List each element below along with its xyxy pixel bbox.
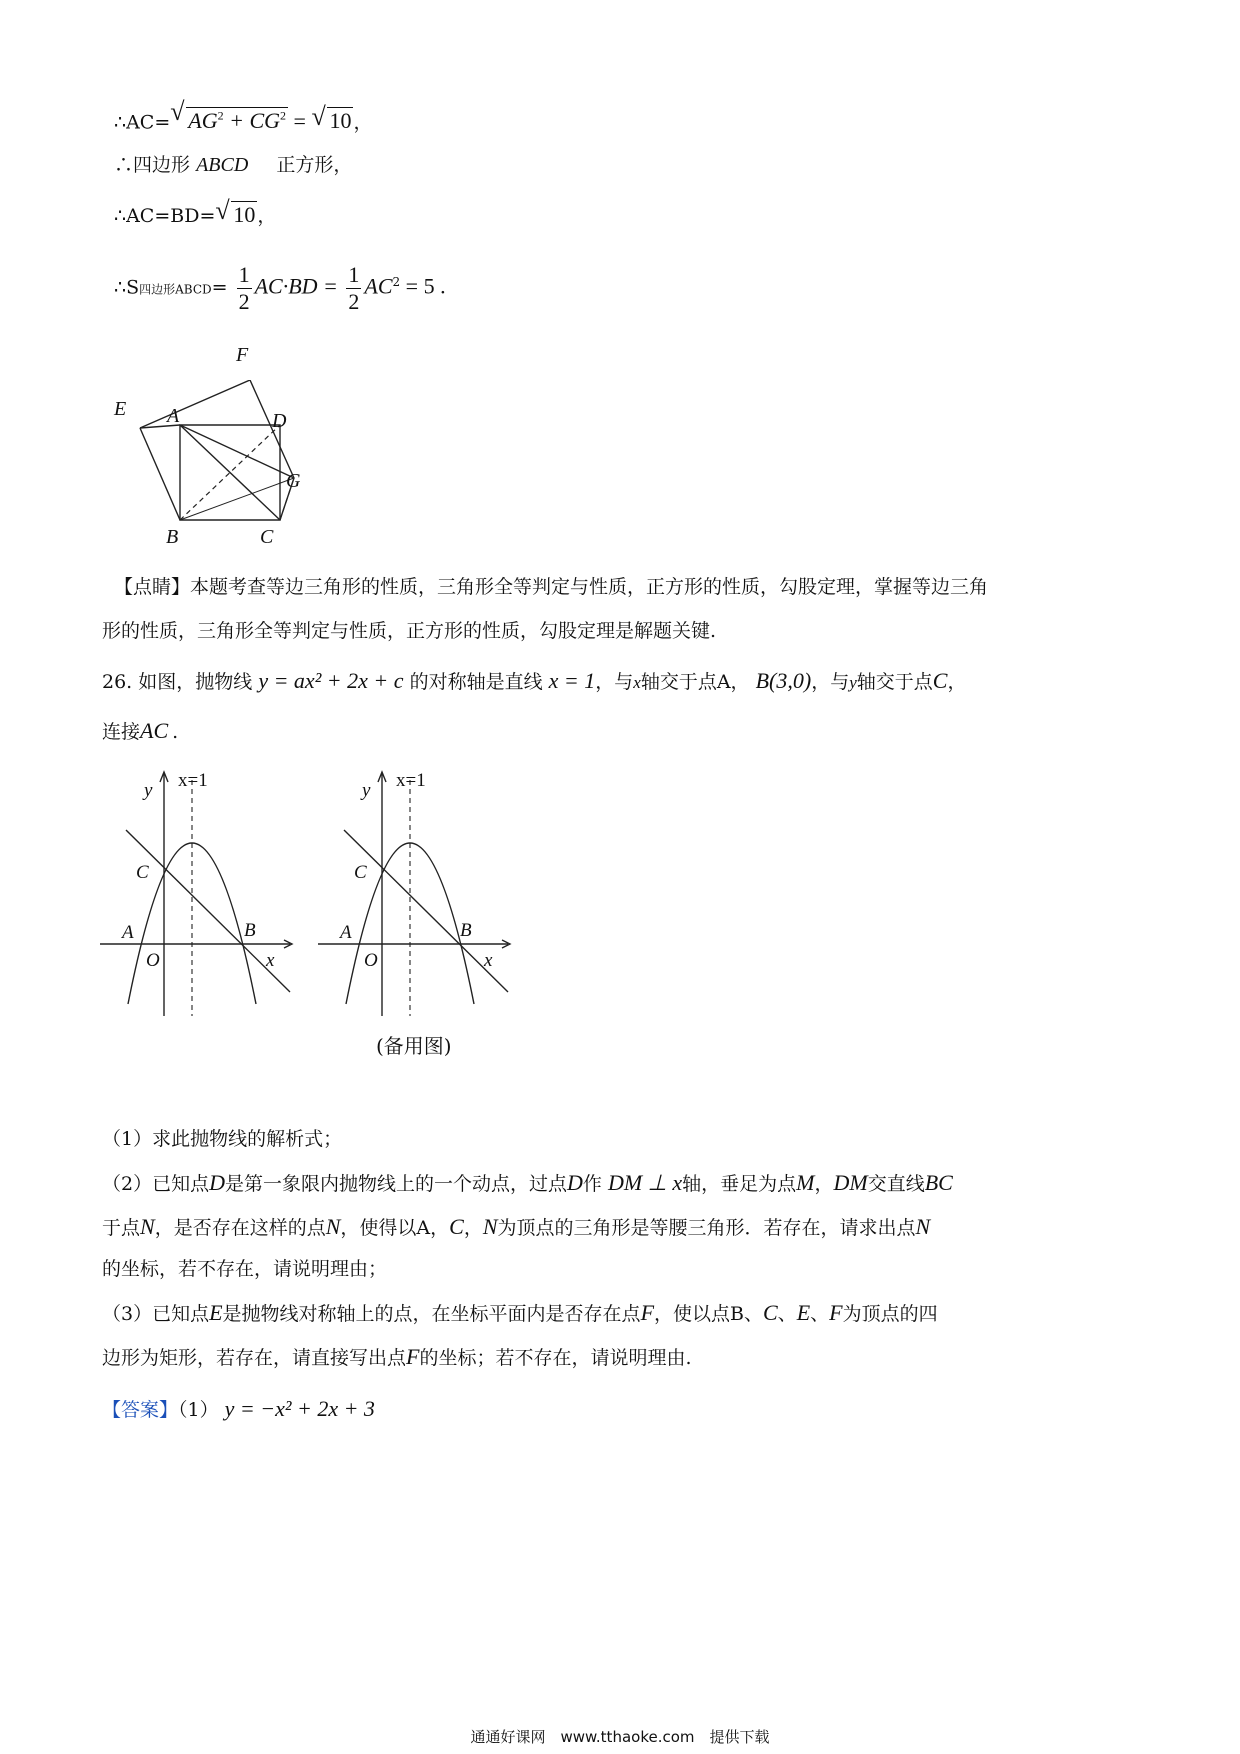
question-number: 26. 如图，抛物线 (102, 671, 253, 693)
label-a: A (340, 922, 352, 943)
point-f: F (640, 1300, 655, 1325)
label-a: A (167, 405, 180, 427)
fraction-half (237, 262, 252, 315)
numerator: 1 (348, 262, 360, 287)
plus: + (223, 108, 250, 134)
solution-line-area: ∴S四边形ABCD= $\frac{1}{2}$ AC·BD = $\frac{1}{2}$ $AC^2 = 5$ . (114, 262, 446, 314)
axis-label-x1: x=1 (178, 770, 208, 791)
note-tag: 【点睛】 (114, 576, 191, 598)
label-b: B (244, 920, 256, 941)
part-3-line-1 (102, 1298, 938, 1329)
segment-bg (180, 478, 294, 520)
point-n: N (325, 1214, 341, 1239)
figure-caption: (备用图) (376, 1034, 452, 1058)
text-segment: 、 (777, 1303, 797, 1325)
page-footer: 通通好课网 www.tthaoke.com 提供下载 (470, 1728, 770, 1746)
point-d: D (209, 1170, 225, 1195)
parabola-graph-2 (316, 768, 516, 1018)
point-d: D (567, 1170, 583, 1195)
point-e: E (796, 1300, 811, 1325)
ten: 10 (329, 108, 352, 134)
part-2-line-1 (102, 1168, 953, 1199)
label-y: y (144, 780, 153, 801)
text-segment: ，与 (811, 671, 850, 693)
text-segment: 轴，垂足为点 (682, 1173, 797, 1195)
text-segment: . (172, 721, 179, 743)
part-text: （1）求此抛物线的解析式； (102, 1128, 343, 1150)
symmetry-axis: x = 1 (548, 668, 596, 693)
part-2-line-3 (102, 1254, 387, 1284)
text-segment: 轴交于点 (856, 671, 933, 693)
answer-number: （1） (178, 1399, 219, 1421)
text-segment: 交直线 (867, 1173, 925, 1195)
answer-line (102, 1394, 375, 1425)
text-segment: ，使得以A， (340, 1217, 450, 1239)
text-segment: ，使以点B、 (654, 1303, 763, 1325)
text-segment: （2）已知点 (102, 1173, 210, 1195)
sqrt-ag-cg: √ $AG^2 + CG^2$ (170, 101, 288, 136)
text-segment: 作 (582, 1173, 602, 1195)
solution-line-ac (114, 101, 372, 137)
question-26-line-2 (102, 716, 178, 747)
text-segment: （3）已知点 (102, 1303, 210, 1325)
label-f: F (236, 344, 249, 366)
point-n: N (915, 1214, 931, 1239)
point-c: C (449, 1214, 464, 1239)
part-1 (102, 1124, 342, 1154)
dm-perp-x: DM ⊥ x (607, 1170, 683, 1195)
cg-term: CG (249, 108, 281, 134)
parabola-equation: y = ax² + 2x + c (258, 668, 404, 693)
line-bc-label: BC (924, 1170, 953, 1195)
label-o: O (146, 950, 160, 971)
text-segment: ， (353, 111, 373, 134)
denominator: 2 (238, 289, 250, 314)
text-segment: ∴四边形 (114, 154, 191, 176)
note-text: 形的性质，三角形全等判定与性质，正方形的性质，勾股定理是解题关键. (102, 620, 717, 642)
note-line-1 (114, 572, 988, 602)
text-segment: 为顶点的三角形是等腰三角形．若存在，请求出点 (497, 1217, 916, 1239)
solution-line-square (114, 150, 352, 180)
fraction-half-2 (346, 262, 361, 315)
equals: = (211, 276, 228, 299)
axis-label-x1: x=1 (396, 770, 426, 791)
text-segment: 轴交于点A， (640, 671, 750, 693)
ac-bd: AC·BD = (254, 273, 344, 299)
point-b: B(3,0) (755, 668, 812, 693)
label-e: E (114, 398, 127, 420)
text-segment: = 5 . (400, 273, 446, 299)
text-segment: ， (463, 1217, 483, 1239)
note-text: 本题考查等边三角形的性质，三角形全等判定与性质，正方形的性质，勾股定理，掌握等边三角 (190, 576, 989, 598)
text-segment: 是第一象限内抛物线上的一个动点，过点 (224, 1173, 567, 1195)
numerator: 1 (238, 262, 250, 287)
label-g: G (286, 470, 301, 492)
label-x: x (484, 950, 493, 971)
note-line-2 (102, 616, 716, 646)
sqrt-10 (311, 106, 353, 136)
text-segment: 于点 (102, 1217, 141, 1239)
equals: = (288, 108, 312, 134)
text-segment: 的坐标；若不存在，请说明理由. (419, 1347, 692, 1369)
label-c: C (136, 862, 149, 883)
text-segment: 、 (810, 1303, 830, 1325)
label-d: D (272, 410, 287, 432)
label-c: C (260, 526, 274, 548)
label-y: y (362, 780, 371, 801)
text-segment: ， (257, 205, 277, 227)
x-var: x (633, 673, 641, 692)
label-o: O (364, 950, 378, 971)
segment-dm: DM (833, 1170, 868, 1195)
question-26-line-1 (102, 666, 966, 698)
point-c: C (932, 668, 948, 693)
text-segment: 正方形， (276, 154, 353, 176)
point-m: M (796, 1170, 815, 1195)
label-a: A (122, 922, 134, 943)
point-n: N (482, 1214, 498, 1239)
point-f: F (829, 1300, 843, 1325)
text-segment: 的对称轴是直线 (409, 671, 543, 693)
text-segment: ， (814, 1173, 834, 1195)
ag-term: AG (188, 108, 218, 134)
part-3-line-2 (102, 1342, 692, 1373)
y-var: y (849, 673, 857, 692)
label-x: x (266, 950, 275, 971)
text-segment: ， (947, 671, 967, 693)
point-n: N (140, 1214, 155, 1239)
label-b: B (166, 526, 179, 548)
point-e: E (209, 1300, 223, 1325)
square-efg-edges (140, 380, 294, 520)
text-segment: 为顶点的四 (842, 1303, 938, 1325)
text-segment: 的坐标，若不存在，请说明理由； (102, 1258, 388, 1280)
ac-squared: AC (364, 273, 393, 299)
text-segment: 连接 (102, 721, 141, 743)
abcd-label: ABCD (196, 154, 249, 176)
answer-tag: 【答案】 (102, 1399, 179, 1421)
text-segment: ，与 (595, 671, 634, 693)
text-segment: ∴AC= (114, 111, 171, 134)
label-b: B (460, 920, 472, 941)
parabola-graph-1 (98, 768, 298, 1018)
point-c: C (762, 1300, 778, 1325)
solution-line-ac-bd (114, 200, 276, 231)
point-f: F (406, 1344, 420, 1369)
part-2-line-2 (102, 1212, 930, 1243)
denominator: 2 (348, 289, 360, 314)
segment-ac-label: AC (140, 718, 169, 743)
text-segment: 边形为矩形，若存在，请直接写出点 (102, 1347, 407, 1369)
text-segment: ∴S (114, 276, 140, 299)
segment-eb (140, 428, 180, 520)
text-segment: ，是否存在这样的点 (154, 1217, 326, 1239)
subscript: 四边形ABCD (139, 282, 212, 297)
ten: 10 (233, 202, 256, 227)
text-segment: ∴AC=BD= (114, 205, 216, 227)
label-c: C (354, 862, 367, 883)
text-segment: 是抛物线对称轴上的点，在坐标平面内是否存在点 (222, 1303, 641, 1325)
sqrt-10-b (215, 200, 257, 230)
answer-equation: y = −x² + 2x + 3 (224, 1396, 375, 1421)
